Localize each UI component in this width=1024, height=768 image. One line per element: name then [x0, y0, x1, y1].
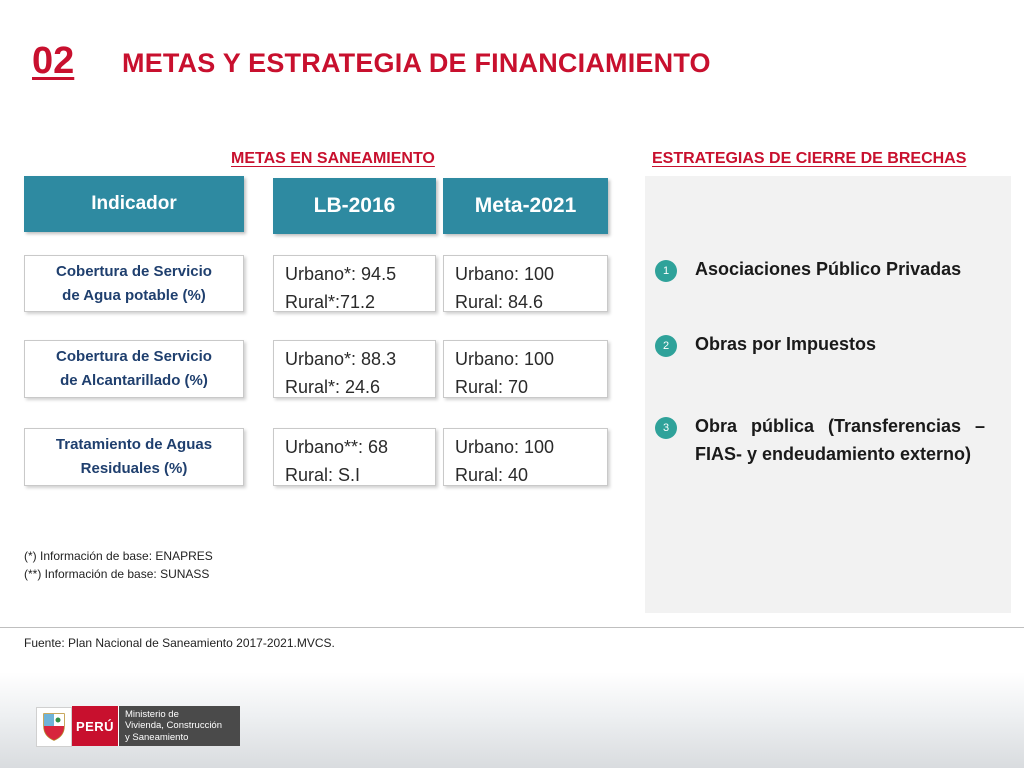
target-rural-value: Rural: 84.6: [455, 291, 544, 312]
baseline-cell-alcantarillado: [273, 340, 436, 398]
baseline-urban-value: Urbano*: 94.5: [285, 264, 397, 284]
indicator-line: de Agua potable (%): [62, 286, 206, 304]
ministry-logo: [118, 706, 240, 746]
target-rural-value: Rural: 40: [455, 464, 529, 485]
baseline-rural-value: Rural*: 24.6: [285, 376, 381, 397]
number-badge: 1: [655, 260, 677, 282]
target-cell-agua: [443, 255, 608, 312]
ministry-line: Vivienda, Construcción: [125, 720, 222, 732]
strategy-item: [655, 256, 985, 284]
footnote-enapres: (*) Información de base: ENAPRES: [24, 549, 213, 563]
indicator-cell-tratamiento: [24, 428, 244, 486]
footnote-sunass: (**) Información de base: SUNASS: [24, 567, 210, 581]
target-urban-value: Urbano: 100: [455, 437, 555, 457]
strategy-text: Obra pública (Transferencias – FIAS- y endeudamiento externo): [695, 416, 985, 464]
baseline-cell-agua: [273, 255, 436, 312]
baseline-urban-value: Urbano**: 68: [285, 437, 389, 457]
target-rural-value: Rural: 70: [455, 376, 529, 397]
strategy-item: [655, 331, 985, 359]
divider: [0, 627, 1024, 628]
indicator-column-header: Indicador: [24, 176, 244, 232]
indicator-line: de Alcantarillado (%): [60, 372, 208, 389]
peru-logo: PERÚ: [72, 706, 118, 746]
target-column-header: Meta-2021: [443, 178, 608, 234]
target-urban-value: Urbano: 100: [455, 264, 555, 284]
coat-of-arms-icon: [36, 707, 72, 747]
indicator-line: Tratamiento de Aguas: [55, 436, 213, 453]
ministry-line: Ministerio de: [125, 709, 179, 720]
strategy-text: Asociaciones Público Privadas: [695, 259, 962, 279]
target-cell-alcantarillado: [443, 340, 608, 398]
baseline-urban-value: Urbano*: 88.3: [285, 349, 397, 369]
ministry-line: y Saneamiento: [125, 731, 189, 743]
strategy-text: Obras por Impuestos: [695, 334, 877, 354]
metas-section-title: METAS EN SANEAMIENTO: [231, 150, 435, 167]
target-cell-tratamiento: [443, 428, 608, 486]
target-urban-value: Urbano: 100: [455, 349, 555, 369]
baseline-rural-value: Rural*:71.2: [285, 291, 376, 312]
baseline-rural-value: Rural: S.I: [285, 464, 361, 485]
strategies-panel: [645, 176, 1011, 613]
baseline-column-header: LB-2016: [273, 178, 436, 234]
page-title: METAS Y ESTRATEGIA DE FINANCIAMIENTO: [122, 48, 711, 78]
indicator-line: Cobertura de Servicio: [56, 348, 212, 365]
indicator-line: Cobertura de Servicio: [56, 262, 212, 280]
section-number: 02: [32, 40, 75, 82]
indicator-cell-alcantarillado: [24, 340, 244, 398]
strategy-item: [655, 413, 985, 469]
baseline-cell-tratamiento: [273, 428, 436, 486]
number-badge: 3: [655, 417, 677, 439]
source-note: Fuente: Plan Nacional de Saneamiento 2017-2021.MVCS.: [24, 636, 335, 650]
indicator-cell-agua: [24, 255, 244, 312]
estrategias-section-title: ESTRATEGIAS DE CIERRE DE BRECHAS: [652, 150, 967, 167]
indicator-line: Residuales (%): [80, 460, 188, 477]
number-badge: 2: [655, 335, 677, 357]
